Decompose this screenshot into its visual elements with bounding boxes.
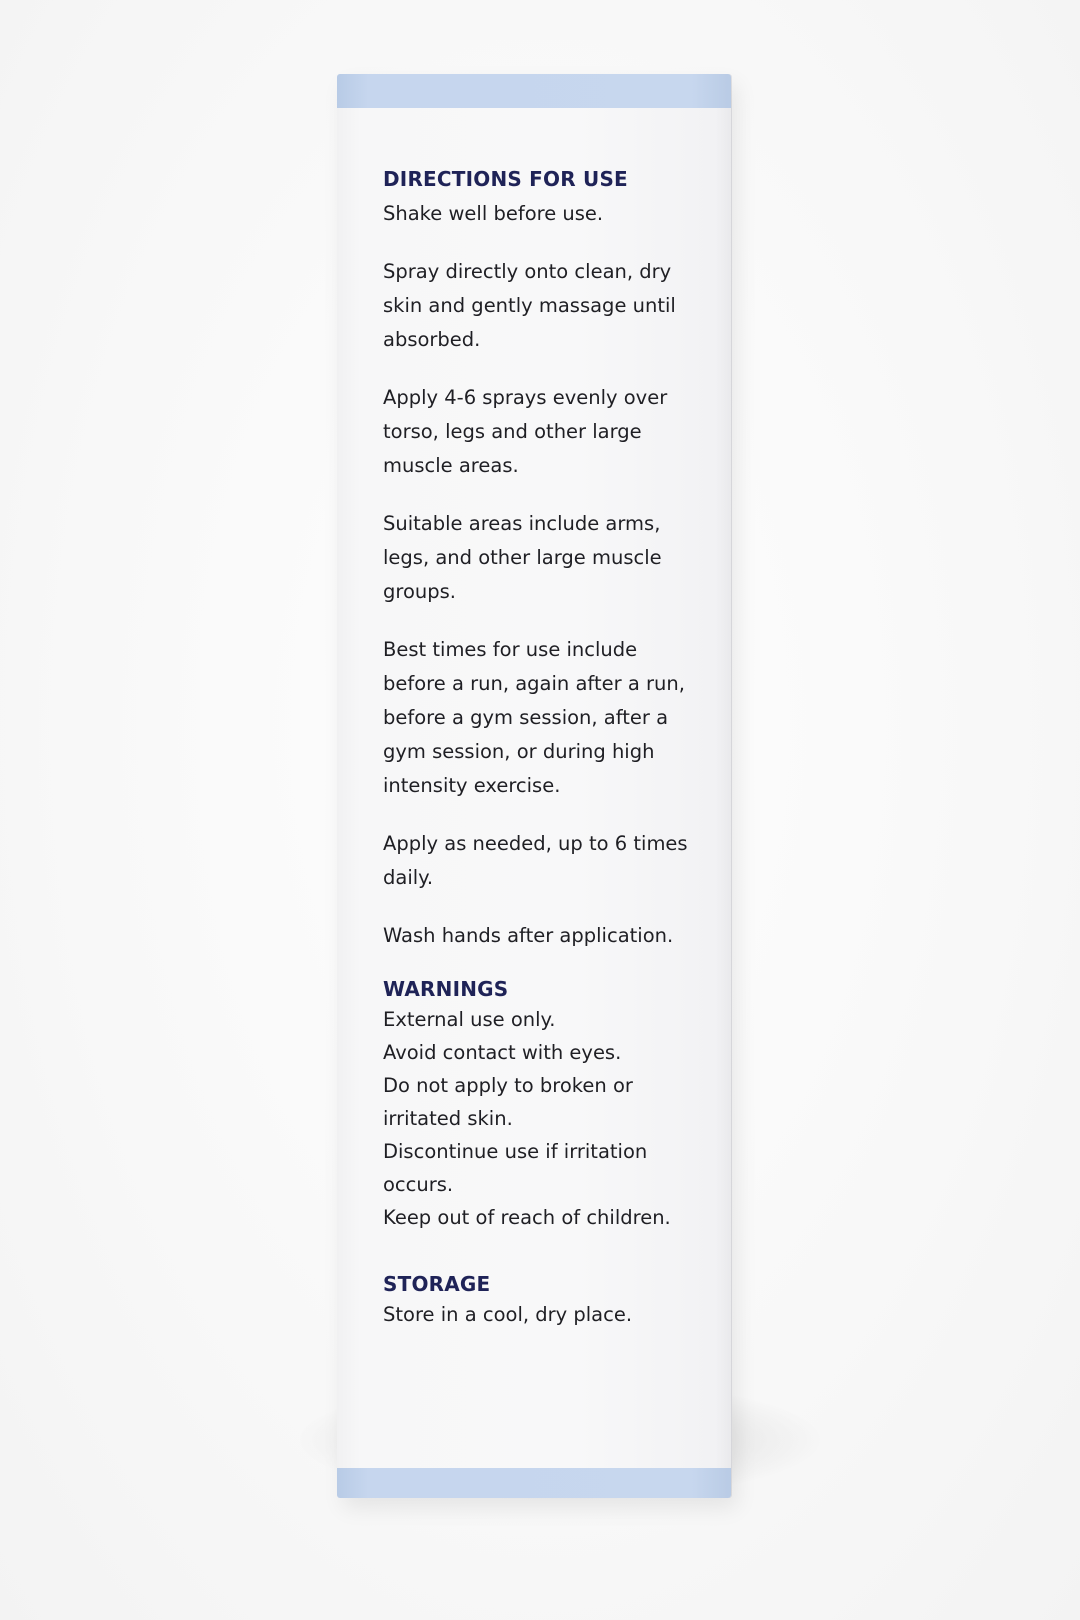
product-box-side-panel: [337, 74, 731, 1498]
directions-item: Apply as needed, up to 6 times daily.: [383, 832, 688, 889]
bottom-color-band: [337, 1468, 731, 1498]
directions-item: Suitable areas include arms, legs, and other large muscle groups.: [383, 512, 662, 603]
directions-item: Apply 4-6 sprays evenly over torso, legs and other large muscle areas.: [383, 386, 668, 477]
warnings-list: [383, 1003, 703, 1234]
directions-item: Wash hands after application.: [383, 924, 674, 947]
warnings-item: Avoid contact with eyes.: [383, 1041, 622, 1064]
directions-item: Best times for use include before a run, again after a run, before a gym session, after a gym session, or during high intensity exercise.: [383, 638, 685, 797]
warnings-item: External use only.: [383, 1008, 556, 1031]
directions-heading: DIRECTIONS FOR USE: [383, 167, 628, 191]
top-color-band: [337, 74, 731, 108]
warnings-item: Keep out of reach of children.: [383, 1206, 671, 1229]
directions-item: Spray directly onto clean, dry skin and gently massage until absorbed.: [383, 260, 676, 351]
directions-item: Shake well before use.: [383, 202, 604, 225]
label-text-block: [383, 167, 703, 1332]
warnings-item: Discontinue use if irritation occurs.: [383, 1140, 648, 1196]
storage-heading: STORAGE: [383, 1272, 491, 1296]
warnings-item: Do not apply to broken or irritated skin.: [383, 1074, 633, 1130]
storage-text: Store in a cool, dry place.: [383, 1303, 633, 1326]
warnings-heading: WARNINGS: [383, 977, 509, 1001]
directions-list: [383, 197, 703, 953]
